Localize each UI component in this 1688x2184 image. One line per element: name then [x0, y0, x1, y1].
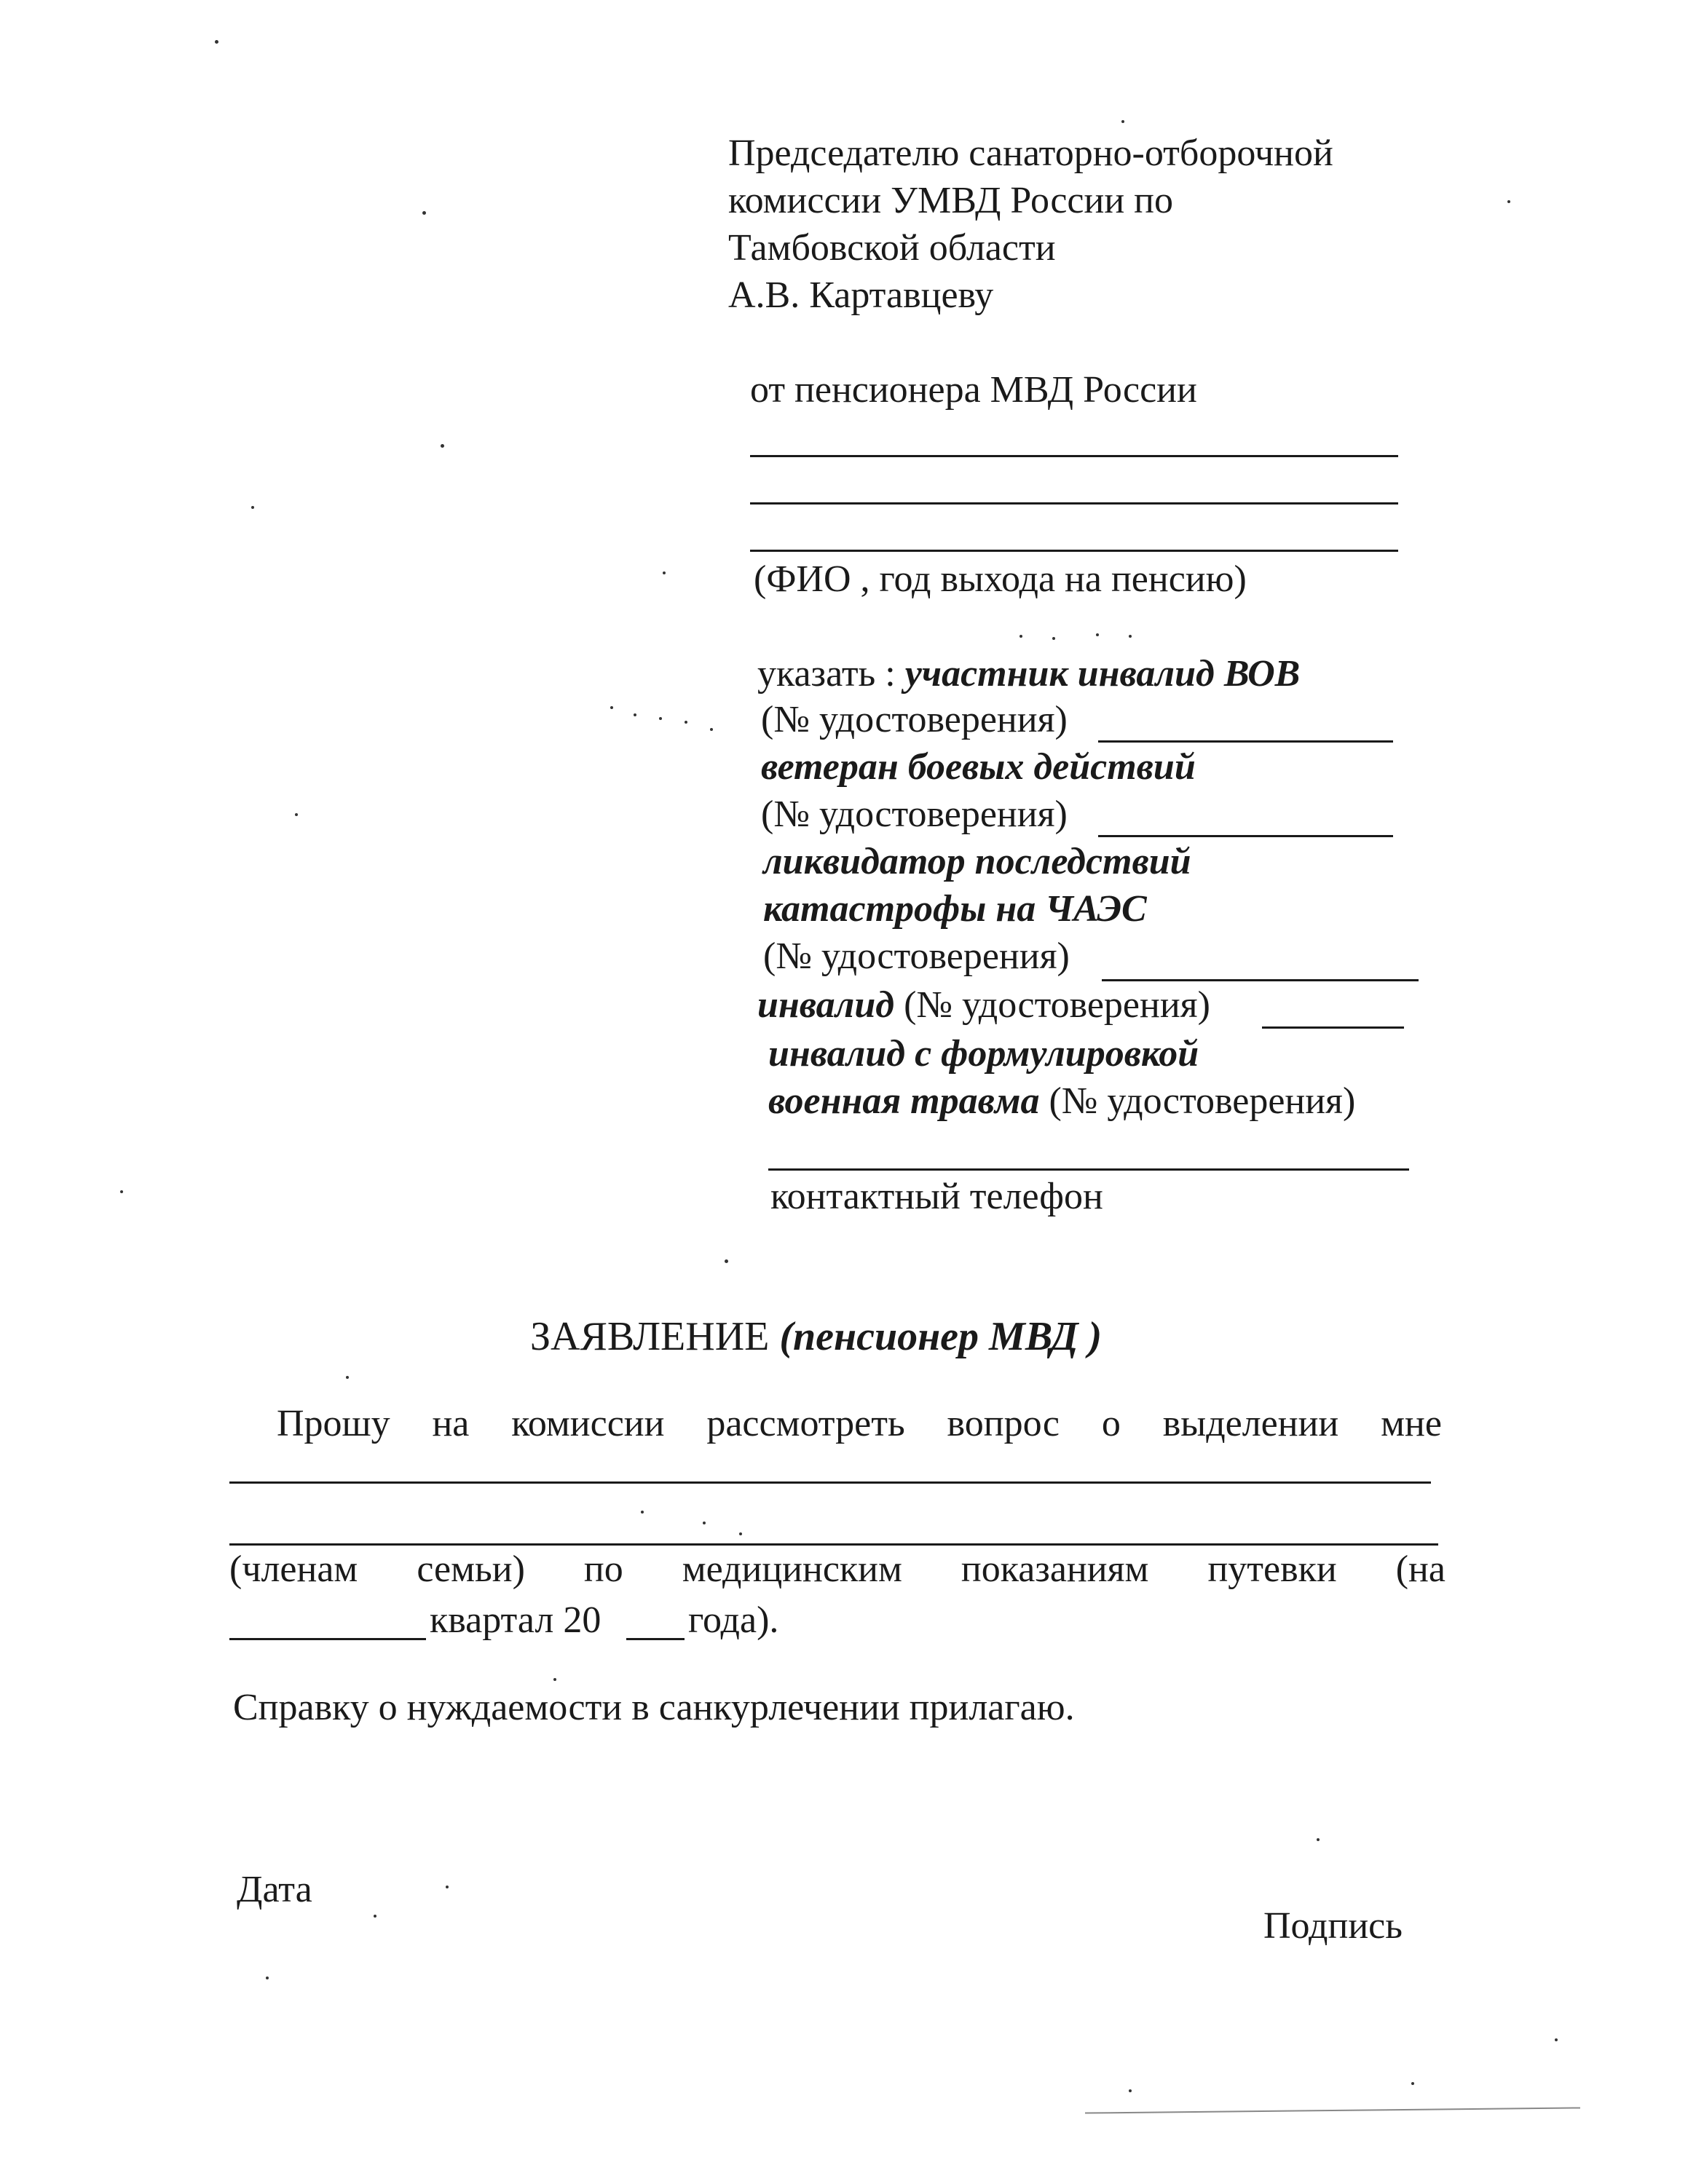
quarter-blank-line[interactable]	[229, 1638, 426, 1640]
cert-label-2: (№ удостоверения)	[761, 794, 1068, 835]
speck	[295, 813, 298, 816]
request-blank-line-2[interactable]	[229, 1543, 1438, 1546]
statement-heading	[530, 1316, 1102, 1357]
indicate-label: указать :	[757, 653, 896, 695]
word: показаниям	[961, 1548, 1149, 1590]
statement-title: ЗАЯВЛЕНИЕ	[530, 1314, 770, 1359]
category-chernobyl-1: ликвидатор последствий	[763, 841, 1191, 882]
quarter-text: квартал 20	[430, 1599, 602, 1641]
speck	[685, 721, 687, 724]
word: медицинским	[682, 1548, 902, 1590]
cert-blank-line-3[interactable]	[1102, 979, 1419, 981]
speck	[1052, 637, 1055, 640]
speck	[346, 1376, 349, 1379]
word: Прошу	[277, 1403, 390, 1444]
speck	[1317, 1838, 1320, 1841]
speck	[215, 40, 218, 44]
speck	[641, 1511, 644, 1514]
word: вопрос	[947, 1403, 1060, 1444]
speck	[1555, 2038, 1558, 2041]
word: (на	[1395, 1548, 1446, 1590]
military-invalid-row	[768, 1080, 1356, 1122]
word: (членам	[229, 1548, 358, 1590]
word: рассмотреть	[706, 1403, 905, 1444]
word: выделении	[1162, 1403, 1339, 1444]
speck	[1129, 2089, 1132, 2092]
cert-blank-line-4[interactable]	[1262, 1026, 1404, 1029]
cert-blank-line-2[interactable]	[1098, 835, 1393, 837]
fio-hint: (ФИО , год выхода на пенсию)	[754, 558, 1247, 600]
cert-blank-line-1[interactable]	[1098, 740, 1393, 743]
speck	[1129, 635, 1132, 638]
speck	[1096, 633, 1099, 636]
speck	[659, 717, 662, 720]
cert-label-3: (№ удостоверения)	[763, 935, 1070, 977]
cert-label-1: (№ удостоверения)	[761, 699, 1068, 740]
category-wwii: участник инвалид ВОВ	[904, 653, 1301, 695]
year-blank-line[interactable]	[626, 1638, 685, 1640]
word: комиссии	[511, 1403, 665, 1444]
word: по	[583, 1548, 623, 1590]
speck	[663, 571, 666, 574]
addressee-line-3: Тамбовской области	[728, 227, 1056, 269]
speck	[1411, 2082, 1414, 2085]
speck	[251, 506, 254, 509]
speck	[266, 1977, 269, 1979]
fio-blank-line-1[interactable]	[750, 455, 1398, 457]
addressee-line-1: Председателю санаторно-отборочной	[728, 132, 1333, 174]
from-label: от пенсионера МВД России	[750, 369, 1197, 411]
category-combat-veteran: ветеран боевых действий	[761, 746, 1196, 788]
addressee-line-4: А.В. Картавцеву	[728, 274, 994, 316]
speck	[374, 1915, 376, 1918]
speck	[710, 728, 713, 731]
cert-label-5: (№ удостоверения)	[1049, 1080, 1356, 1122]
speck	[446, 1886, 449, 1888]
cert-blank-line-5[interactable]	[768, 1168, 1409, 1171]
bottom-faint-line	[1085, 2107, 1580, 2113]
speck	[1507, 200, 1510, 203]
cert-label-4: (№ удостоверения)	[904, 984, 1210, 1026]
speck	[120, 1190, 123, 1193]
word: на	[432, 1403, 470, 1444]
addressee-line-2: комиссии УМВД России по	[728, 180, 1173, 221]
word: о	[1101, 1403, 1121, 1444]
fio-blank-line-3[interactable]	[750, 550, 1398, 552]
year-text: года).	[688, 1599, 779, 1641]
category-invalid: инвалид	[757, 984, 895, 1026]
speck	[553, 1678, 556, 1681]
request-blank-line-1[interactable]	[229, 1481, 1431, 1484]
word: путевки	[1207, 1548, 1337, 1590]
request-line	[277, 1405, 1442, 1443]
signature-label: Подпись	[1263, 1905, 1403, 1947]
speck	[739, 1532, 742, 1535]
category-military-invalid-2: военная травма	[768, 1080, 1040, 1122]
attachment-text: Справку о нуждаемости в санкурлечении прилагаю.	[233, 1687, 1075, 1728]
date-label: Дата	[237, 1869, 312, 1910]
statement-subtitle: (пенсионер МВД )	[779, 1314, 1103, 1359]
category-military-invalid-1: инвалид с формулировкой	[768, 1033, 1199, 1075]
speck	[1121, 120, 1124, 123]
speck	[422, 211, 426, 215]
speck	[441, 444, 444, 448]
category-chernobyl-2: катастрофы на ЧАЭС	[763, 888, 1147, 930]
speck	[634, 713, 636, 716]
word: семьи)	[417, 1548, 525, 1590]
phone-label: контактный телефон	[770, 1176, 1103, 1217]
speck	[703, 1522, 706, 1524]
invalid-row	[757, 986, 1210, 1024]
speck	[725, 1259, 728, 1263]
fio-blank-line-2[interactable]	[750, 502, 1398, 505]
family-line	[229, 1548, 1446, 1590]
word: мне	[1381, 1403, 1442, 1444]
speck	[1019, 635, 1022, 638]
indicate-row	[757, 655, 1300, 693]
speck	[610, 706, 613, 709]
